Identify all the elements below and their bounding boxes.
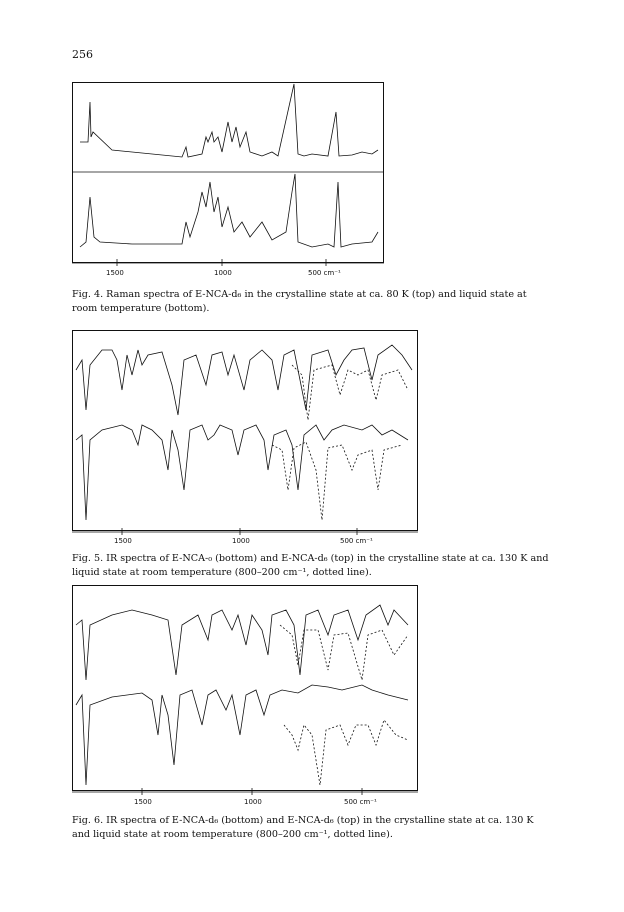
- figure-5-graphic: [72, 330, 418, 545]
- fig5-tick-500: 500 cm⁻¹: [340, 537, 373, 545]
- fig4-tick-1500: 1500: [106, 269, 124, 277]
- figure-5-ir: [72, 330, 418, 545]
- page-number: 256: [72, 48, 93, 61]
- figure-4-caption: Fig. 4. Raman spectra of E-NCA-d₆ in the crystalline state at ca. 80 K (top) and liquid state at room temperature (bottom).: [72, 289, 527, 314]
- figure-4-raman: [72, 82, 384, 277]
- fig6-tick-1000: 1000: [244, 798, 262, 806]
- fig5-tick-1500: 1500: [114, 537, 132, 545]
- figure-5-caption: Fig. 5. IR spectra of E-NCA-₀ (bottom) and E-NCA-d₆ (top) in the crystalline state at ca. 130 K and liquid state at room temperature (800–200 cm⁻¹, dotted line).: [72, 553, 549, 578]
- fig4-tick-1000: 1000: [214, 269, 232, 277]
- figure-6-caption: Fig. 6. IR spectra of E-NCA-d₆ (bottom) and E-NCA-d₆ (top) in the crystalline state at ca. 130 K and liquid state at room temperature (800–200 cm⁻¹, dotted line).: [72, 815, 534, 840]
- fig6-tick-1500: 1500: [134, 798, 152, 806]
- fig5-tick-1000: 1000: [232, 537, 250, 545]
- fig6-tick-500: 500 cm⁻¹: [344, 798, 377, 806]
- figure-6-ir: [72, 585, 418, 807]
- fig4-tick-500: 500 cm⁻¹: [308, 269, 341, 277]
- figure-4-graphic: [72, 82, 384, 277]
- figure-6-graphic: [72, 585, 418, 807]
